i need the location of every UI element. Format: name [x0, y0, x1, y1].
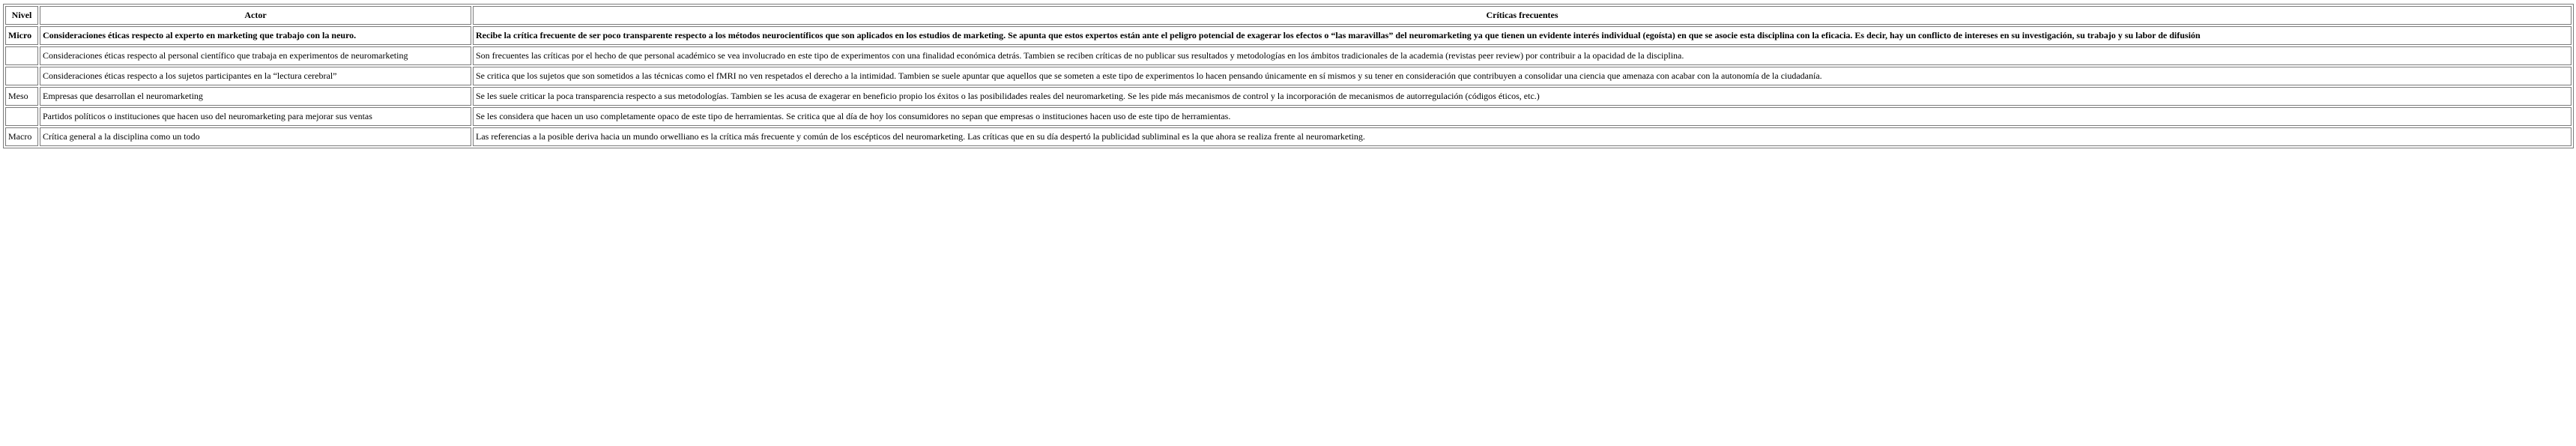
table-row — [5, 87, 2572, 106]
cell-actor: Crítica general a la disciplina como un todo — [40, 127, 471, 146]
header-nivel: Nivel — [5, 6, 38, 25]
cell-nivel — [5, 107, 38, 126]
cell-criticas: Son frecuentes las críticas por el hecho de que personal académico se vea involucrado en este tipo de experimentos con una finalidad económica detrás. Tambien se reciben críticas de no publicar sus resultados y metodologías en los ámbitos tradicionales de la academia (revistas peer review) por contribuir a la opacidad de la disciplina. — [473, 46, 2572, 65]
cell-criticas: Se critica que los sujetos que son sometidos a las técnicas como el fMRI no ven respetados el derecho a la intimidad. Tambien se suele apuntar que aquellos que se someten a este tipo de experimentos lo hacen pensando únicamente en sí mismos y su tener en consideración que contribuyen a consolidar una ciencia que amenaza con acabar con la autonomía de la ciudadanía. — [473, 67, 2572, 85]
header-criticas: Críticas frecuentes — [473, 6, 2572, 25]
table-row — [5, 107, 2572, 126]
cell-criticas: Recibe la crítica frecuente de ser poco transparente respecto a los métodos neurocientíficos que son aplicados en los estudios de marketing. Se apunta que estos expertos están ante el peligro potencial de exagerar los efectos o “las maravillas” del neuromarketing ya que tienen un evidente interés individual (egoísta) en que se asocie esta disciplina con la eficacia. Es decir, hay un conflicto de intereses en su investigación, su trabajo y su labor de difusión — [473, 26, 2572, 45]
cell-criticas: Se les suele criticar la poca transparencia respecto a sus metodologías. Tambien se les acusa de exagerar en beneficio propio los éxitos o las posibilidades reales del neuromarketing. Se les pide más mecanismos de control y la incorporación de mecanismos de autorregulación (códigos éticos, etc.) — [473, 87, 2572, 106]
cell-nivel — [5, 67, 38, 85]
cell-actor: Partidos políticos o instituciones que hacen uso del neuromarketing para mejorar sus ventas — [40, 107, 471, 126]
table-row — [5, 46, 2572, 65]
header-row — [5, 6, 2572, 25]
cell-criticas: Se les considera que hacen un uso completamente opaco de este tipo de herramientas. Se critica que al día de hoy los consumidores no sepan que empresas o instituciones hacen uso de este tipo de herramientas. — [473, 107, 2572, 126]
cell-actor: Empresas que desarrollan el neuromarketing — [40, 87, 471, 106]
cell-nivel: Macro — [5, 127, 38, 146]
cell-actor: Consideraciones éticas respecto a los sujetos participantes en la “lectura cerebral” — [40, 67, 471, 85]
criticism-table — [3, 4, 2574, 148]
table-row — [5, 26, 2572, 45]
table-row — [5, 67, 2572, 85]
cell-actor: Consideraciones éticas respecto al experto en marketing que trabajo con la neuro. — [40, 26, 471, 45]
header-actor: Actor — [40, 6, 471, 25]
cell-actor: Consideraciones éticas respecto al personal científico que trabaja en experimentos de neuromarketing — [40, 46, 471, 65]
cell-nivel: Micro — [5, 26, 38, 45]
table-row — [5, 127, 2572, 146]
cell-nivel: Meso — [5, 87, 38, 106]
cell-criticas: Las referencias a la posible deriva hacia un mundo orwelliano es la crítica más frecuente y común de los escépticos del neuromarketing. Las críticas que en su día despertó la publicidad subliminal es la que ahora se realiza frente al neuromarketing. — [473, 127, 2572, 146]
cell-nivel — [5, 46, 38, 65]
